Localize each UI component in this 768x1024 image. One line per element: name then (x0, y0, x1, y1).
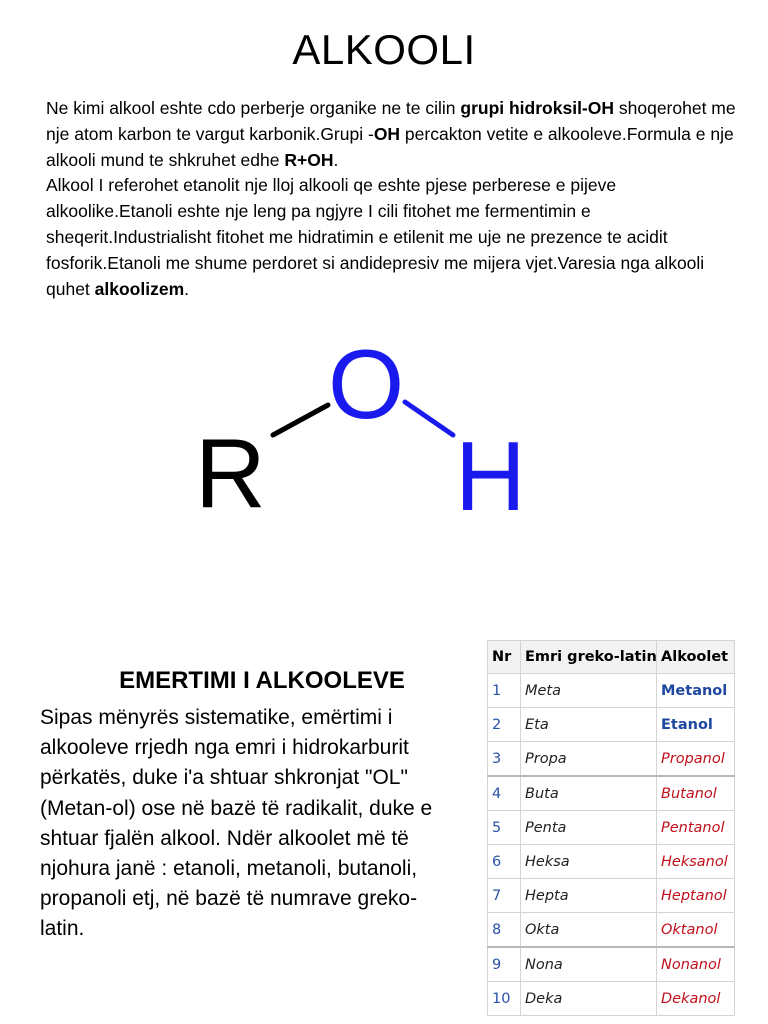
row-number: 10 (488, 982, 521, 1016)
row-alcohol-link[interactable]: Pentanol (657, 811, 735, 845)
row-alcohol-link[interactable]: Oktanol (657, 913, 735, 948)
hydroxyl-formula-diagram (195, 330, 555, 520)
row-alcohol-link[interactable]: Propanol (657, 742, 735, 777)
intro-bold-oh: OH (373, 123, 401, 144)
bond-r-o (273, 405, 328, 435)
table-row (488, 811, 735, 845)
formula-o-label: O (328, 330, 405, 439)
row-alcohol-link[interactable]: Heksanol (657, 845, 735, 879)
row-prefix: Meta (521, 674, 657, 708)
intro-text-run: . (333, 149, 339, 170)
section-title: EMERTIMI I ALKOOLEVE (119, 667, 405, 694)
alcohols-table (487, 640, 735, 1016)
intro-text-run: shoqerohet me nje atom karbon te vargut karbonik.Grupi - (46, 98, 736, 144)
row-number: 9 (488, 947, 521, 982)
table-header-row (488, 641, 735, 674)
intro-text-run: percakton vetite e alkooleve.Formula e nje alkooli mund te shkruhet edhe (46, 123, 734, 170)
row-alcohol-link[interactable]: Etanol (657, 708, 735, 742)
intro-text-run: . (184, 278, 190, 299)
intro-text-run: Ne kimi alkool eshte cdo perberje organike ne te cilin (46, 98, 461, 118)
table-row (488, 913, 735, 948)
row-number: 6 (488, 845, 521, 879)
intro-text-run: Alkool I referohet etanolit nje lloj alkooli qe eshte pjese perberese e pijeve alkoolike.Etanoli eshte nje leng pa ngjyre I cili fitohet me fermentimin e sheqerit.Industrialisht fitohet me hidratimin e etilenit me uje ne prezence te acidit fosforik.Etanoli me shume perdoret si andidepresiv me mijera vjet.Varesia nga alkooli quhet (46, 175, 705, 299)
row-prefix: Hepta (521, 879, 657, 913)
row-number: 3 (488, 742, 521, 777)
row-prefix: Propa (521, 742, 657, 777)
row-number: 4 (488, 776, 521, 811)
section-body: Sipas mënyrës sistematike, emërtimi i alkooleve rrjedh nga emri i hidrokarburit përkatës, duke i'a shtuar shkronjat "OL" (Metan-ol) ose në bazë të radikalit, duke e shtuar fjalën alkool. Ndër alkoolet më të njohura janë : etanoli, metanoli, butanoli, propanoli etj, në bazë të numrave greko-latin. (40, 706, 433, 941)
formula-h-label: H (455, 421, 526, 520)
row-number: 1 (488, 674, 521, 708)
table-header-greek-latin: Emri greko-latin (521, 641, 657, 674)
row-alcohol-link[interactable]: Nonanol (657, 947, 735, 982)
row-prefix: Buta (521, 776, 657, 811)
row-alcohol-link[interactable]: Heptanol (657, 879, 735, 913)
row-prefix: Nona (521, 947, 657, 982)
table-row (488, 982, 735, 1016)
intro-bold-formula: R+OH (284, 149, 334, 170)
row-number: 5 (488, 811, 521, 845)
intro-text (46, 96, 736, 302)
table-row (488, 708, 735, 742)
row-alcohol-link[interactable]: Butanol (657, 776, 735, 811)
row-alcohol-link[interactable]: Dekanol (657, 982, 735, 1016)
table-row (488, 947, 735, 982)
intro-bold-alcoholism: alkoolizem (94, 278, 185, 299)
row-alcohol-link[interactable]: Metanol (657, 674, 735, 708)
bond-o-h (405, 402, 453, 435)
row-number: 2 (488, 708, 521, 742)
row-prefix: Okta (521, 913, 657, 948)
table-header-alcohols: Alkoolet (657, 641, 735, 674)
table-row (488, 742, 735, 777)
table-header-nr: Nr (488, 641, 521, 674)
table-row (488, 879, 735, 913)
table-row (488, 845, 735, 879)
row-prefix: Penta (521, 811, 657, 845)
row-number: 8 (488, 913, 521, 948)
page-title: ALKOOLI (292, 26, 476, 73)
row-number: 7 (488, 879, 521, 913)
row-prefix: Deka (521, 982, 657, 1016)
intro-bold-hydroxyl: grupi hidroksil-OH (460, 98, 615, 118)
row-prefix: Eta (521, 708, 657, 742)
row-prefix: Heksa (521, 845, 657, 879)
table-row (488, 776, 735, 811)
table-row (488, 674, 735, 708)
formula-svg (195, 330, 555, 520)
formula-r-label: R (195, 418, 266, 520)
